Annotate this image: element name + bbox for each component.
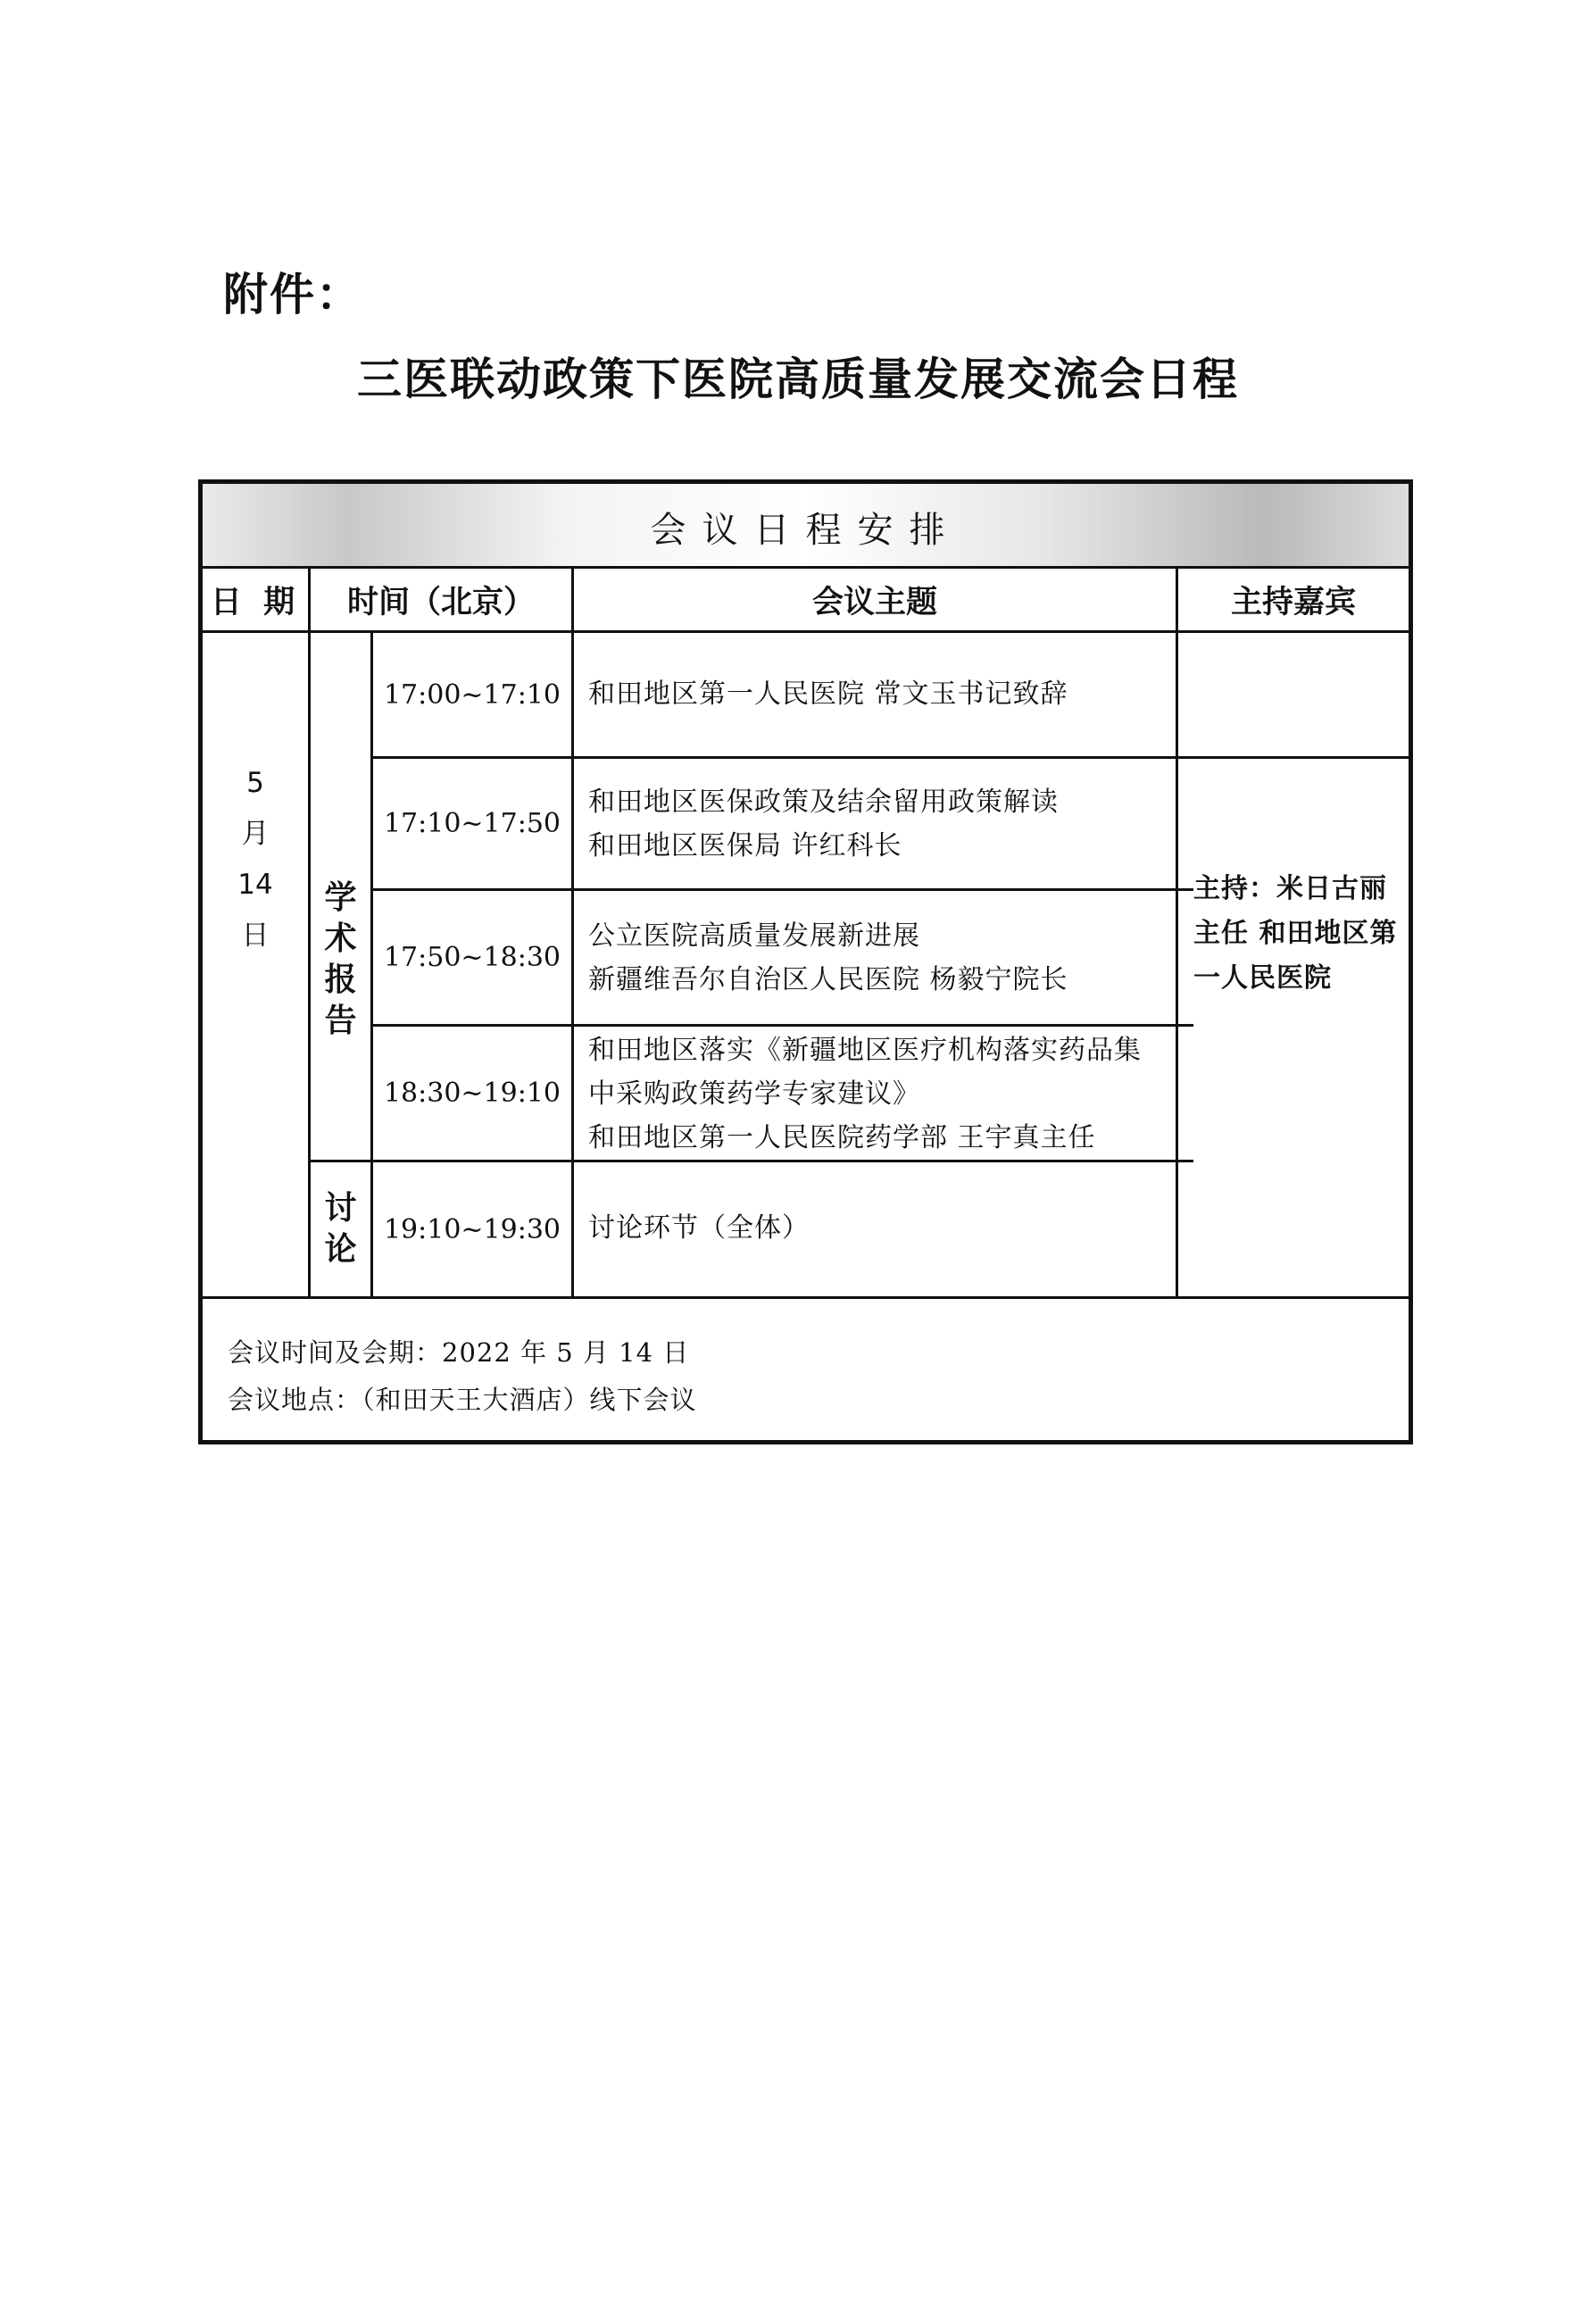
topic-cell (588, 672, 1068, 716)
document-title: 三医联动政策下医院高质量发展交流会日程 (357, 353, 1239, 405)
meeting-time: 会议时间及会期：2022 年 5 月 14 日 (228, 1337, 690, 1368)
time-cell: 17:50~18:30 (383, 942, 561, 973)
header-date: 日 期 (210, 584, 301, 620)
section-char: 讨 (324, 1190, 357, 1227)
section-char: 论 (324, 1231, 357, 1268)
schedule-banner (203, 484, 1409, 569)
topic-line: 讨论环节（全体） (588, 1212, 810, 1244)
meeting-place: 会议地点：（和田天王大酒店）线下会议 (228, 1385, 697, 1415)
col-divider (571, 569, 574, 1296)
date-char: 14 (237, 869, 273, 901)
section-char: 学 (324, 878, 357, 916)
host-line: 一人民医院 (1193, 962, 1332, 994)
topic-line: 和田地区第一人民医院药学部 王宇真主任 (588, 1122, 1096, 1153)
date-char: 月 (241, 818, 270, 850)
host-line: 主持：米日古丽 (1193, 873, 1387, 904)
schedule-table (198, 479, 1413, 1444)
time-cell: 17:10~17:50 (383, 808, 561, 839)
topic-line: 和田地区第一人民医院 常文玉书记致辞 (588, 678, 1068, 710)
topic-line: 和田地区医保政策及结余留用政策解读 (588, 787, 1059, 818)
topic-line: 和田地区医保局 许红科长 (588, 830, 902, 862)
section-discussion (311, 1162, 370, 1296)
header-topic: 会议主题 (811, 584, 937, 620)
topic-cell (588, 1028, 1142, 1160)
attachment-label: 附件： (223, 268, 362, 320)
header-host: 主持嘉宾 (1230, 584, 1356, 620)
topic-line: 新疆维吾尔自治区人民医院 杨毅宁院长 (588, 964, 1068, 995)
host-cell (1193, 867, 1403, 1001)
section-academic-report (311, 759, 370, 1160)
section-char: 术 (324, 920, 357, 957)
host-line: 主任 和田地区第 (1193, 918, 1398, 949)
topic-line: 和田地区落实《新疆地区医疗机构落实药品集 (588, 1035, 1142, 1066)
topic-line: 中采购政策药学专家建议》 (588, 1078, 920, 1110)
section-char: 报 (324, 961, 357, 998)
header-time: 时间（北京） (346, 584, 535, 620)
section-char: 告 (324, 1002, 357, 1039)
time-cell: 17:00~17:10 (383, 678, 561, 711)
time-cell: 19:10~19:30 (383, 1213, 561, 1245)
time-cell: 18:30~19:10 (383, 1078, 561, 1109)
topic-cell (588, 780, 1059, 868)
date-cell (203, 633, 308, 1296)
banner-title: 会议日程安排 (650, 510, 961, 551)
topic-cell (588, 1206, 810, 1250)
date-char: 5 (246, 767, 264, 799)
topic-line: 公立医院高质量发展新进展 (588, 920, 920, 952)
topic-cell (588, 914, 1068, 1002)
date-char: 日 (241, 920, 270, 952)
footer-top-line (203, 1296, 1409, 1299)
col-divider (1176, 569, 1178, 1296)
